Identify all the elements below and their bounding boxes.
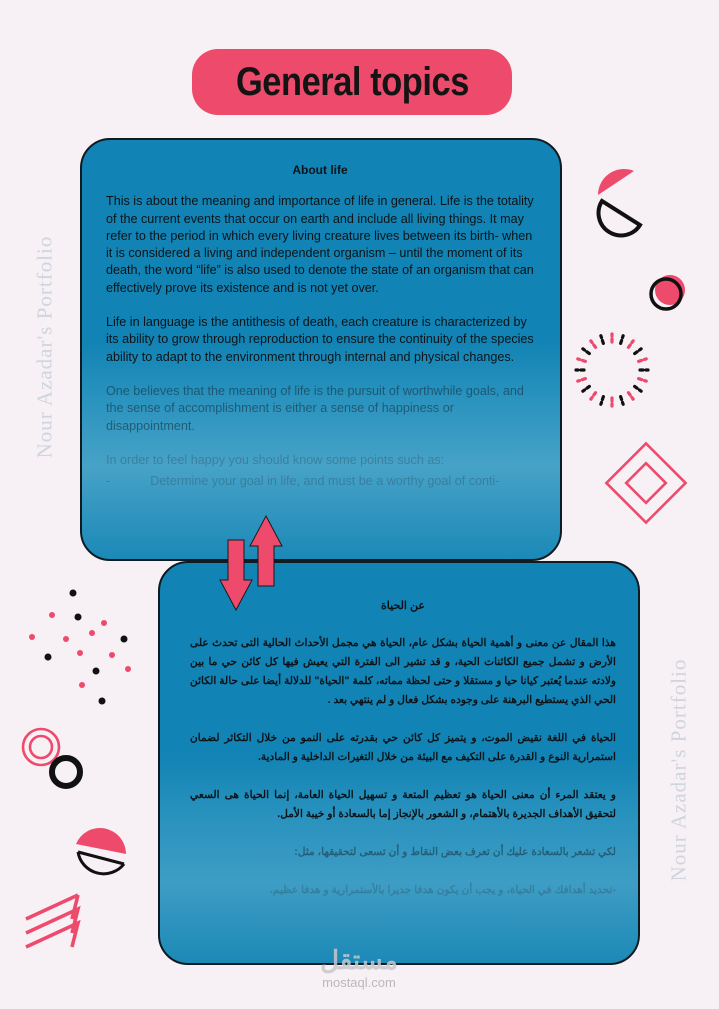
scattered-dots-icon — [22, 585, 134, 710]
arabic-heading: عن الحياة — [381, 600, 425, 612]
arabic-paragraph-5: -تحديد أهدافك في الحياة، و يجب أن يكون هدفا جديرا بالأستمرارية و هدفا عظيم. — [269, 884, 616, 896]
watermark-url: mostaql.com — [322, 975, 396, 990]
ring-icon — [646, 270, 690, 314]
side-label-right: Nour Azadar's Portfolio — [666, 658, 691, 882]
english-paragraph-1: This is about the meaning and importance of life in general. Life is the totality of the current events that occur on earth and include all living things. It may refer to the period in which every living creature lives between its birth- when it is considered a living and independent organism – until the moment of its death, the word “life” is also used to denote the state of an organism that can effectively prove its existence and is not yet over. — [106, 194, 534, 295]
side-label-left: Nour Azadar's Portfolio — [32, 235, 57, 459]
page-title: General topics — [235, 59, 469, 104]
arabic-paragraph-3: و يعتقد المرء أن معنى الحياة هو تعظيم المتعة و تسهيل الحياة العامة، إنما الحياة هى السعي لتحقيق الأهداف الجديرة بالأهتمام، و الشعور بالإنجاز إما بالسعادة أو خيبة الأمل. — [190, 789, 616, 820]
concentric-rings-icon — [16, 722, 90, 796]
english-heading: About life — [292, 163, 348, 177]
arabic-paragraph-1: هذا المقال عن معنى و أهمية الحياة بشكل عام، الحياة هي مجمل الأحداث الحالية التى تحدث على الأرض و تشمل جميع الكائنات الحية، و قد تشير الى الفترة التي يعيش فيها كل كائن حي ما بين ولادته عندما يُعتبر كيانا حيا و مستقلا و حتى لحظة مماته، كلمة "الحياة" للدلالة أيضا على حالة الكائن الحي الذي يستطيع البرهنة على وجوده بشكل فعال و لم ينتهي بعد . — [190, 637, 616, 706]
english-bullet — [106, 473, 534, 490]
swap-arrows-icon — [212, 514, 284, 612]
chevrons-icon — [24, 893, 88, 953]
diamond-icon — [600, 437, 692, 529]
english-paragraph-2: Life in language is the antithesis of death, each creature is characterized by its ability to grow through reproduction to ensure the continuity of the species ability to adapt to the environment through internal and physical changes. — [106, 315, 534, 364]
arabic-paragraph-4: لكي تشعر بالسعادة عليك أن تعرف بعض النقاط و أن تسعى لتحقيقها، مثل: — [294, 846, 616, 858]
english-card — [80, 138, 562, 561]
watermark-logo: مستقل — [320, 945, 398, 975]
half-circles-icon — [590, 165, 650, 240]
watermark — [293, 947, 425, 990]
half-circle-lower-icon — [70, 824, 132, 894]
dotted-circle-icon — [572, 330, 652, 410]
bullet-text: Determine your goal in life, and must be a worthy goal of conti- — [150, 474, 500, 489]
arabic-paragraph-2: الحياة في اللغة نقيض الموت، و يتميز كل كائن حي بقدرته على النمو من خلال التكاثر لضمان استمرارية النوع و القدرة على التكيف مع البيئة من خلال التغيرات الداخلية و المادية. — [190, 732, 616, 763]
english-paragraph-4: In order to feel happy you should know some points such as: — [106, 452, 445, 467]
arabic-card — [158, 561, 640, 965]
title-banner — [192, 49, 512, 115]
english-paragraph-3: One believes that the meaning of life is the pursuit of worthwhile goals, and the sense of accomplishment is either a sense of happiness or disappointment. — [106, 383, 524, 433]
bullet-dash: - — [106, 474, 111, 489]
